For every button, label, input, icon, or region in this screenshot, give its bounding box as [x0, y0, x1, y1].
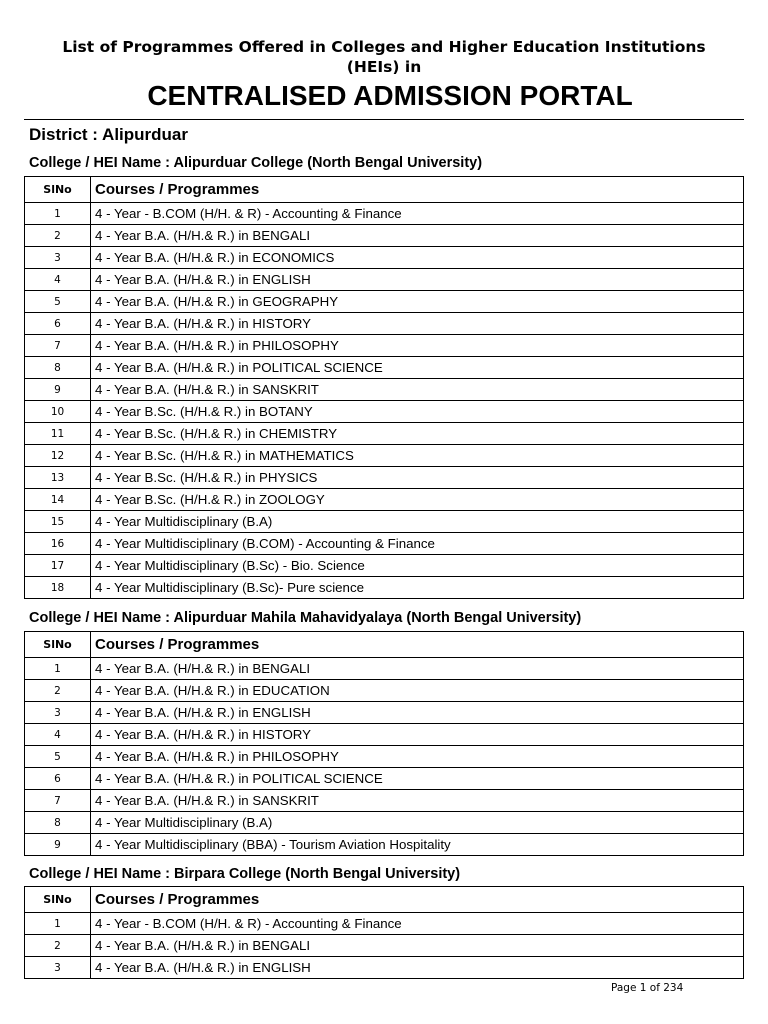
row-course: 4 - Year B.A. (H/H.& R.) in EDUCATION — [91, 680, 744, 702]
page-number: Page 1 of 234 — [611, 982, 684, 994]
table-row — [25, 291, 744, 313]
table-row — [25, 746, 744, 768]
row-slno: 9 — [25, 834, 91, 856]
row-slno: 6 — [25, 313, 91, 335]
courses-header: Courses / Programmes — [91, 632, 744, 658]
row-course: 4 - Year B.A. (H/H.& R.) in BENGALI — [91, 225, 744, 247]
college-name: College / HEI Name : Birpara College (North Bengal University) — [29, 866, 461, 882]
row-course: 4 - Year B.A. (H/H.& R.) in BENGALI — [91, 935, 744, 957]
row-slno: 15 — [25, 511, 91, 533]
row-course: 4 - Year B.Sc. (H/H.& R.) in ZOOLOGY — [91, 489, 744, 511]
row-slno: 4 — [25, 269, 91, 291]
row-slno: 2 — [25, 935, 91, 957]
slno-header: SlNo — [25, 632, 91, 658]
slno-header: SlNo — [25, 887, 91, 913]
heading-line-1: List of Programmes Offered in Colleges and Higher Education Institutions — [62, 38, 706, 56]
row-slno: 1 — [25, 658, 91, 680]
table-row — [25, 658, 744, 680]
table-row — [25, 511, 744, 533]
programme-table — [24, 176, 744, 599]
row-slno: 3 — [25, 247, 91, 269]
row-course: 4 - Year B.Sc. (H/H.& R.) in BOTANY — [91, 401, 744, 423]
row-course: 4 - Year B.A. (H/H.& R.) in PHILOSOPHY — [91, 335, 744, 357]
table-row — [25, 555, 744, 577]
row-course: 4 - Year Multidisciplinary (B.Sc) - Bio. Science — [91, 555, 744, 577]
row-slno: 8 — [25, 357, 91, 379]
title-divider — [24, 119, 744, 120]
table-row — [25, 445, 744, 467]
row-course: 4 - Year B.A. (H/H.& R.) in POLITICAL SCIENCE — [91, 768, 744, 790]
row-course: 4 - Year Multidisciplinary (B.COM) - Accounting & Finance — [91, 533, 744, 555]
row-slno: 1 — [25, 913, 91, 935]
row-course: 4 - Year B.A. (H/H.& R.) in HISTORY — [91, 724, 744, 746]
row-slno: 13 — [25, 467, 91, 489]
table-row — [25, 834, 744, 856]
row-slno: 6 — [25, 768, 91, 790]
table-row — [25, 768, 744, 790]
table-row — [25, 577, 744, 599]
table-row — [25, 313, 744, 335]
row-course: 4 - Year B.A. (H/H.& R.) in ECONOMICS — [91, 247, 744, 269]
table-row — [25, 335, 744, 357]
row-course: 4 - Year B.A. (H/H.& R.) in ENGLISH — [91, 702, 744, 724]
table-row — [25, 913, 744, 935]
row-course: 4 - Year B.Sc. (H/H.& R.) in PHYSICS — [91, 467, 744, 489]
row-course: 4 - Year B.Sc. (H/H.& R.) in MATHEMATICS — [91, 445, 744, 467]
row-slno: 7 — [25, 790, 91, 812]
programme-table — [24, 886, 744, 979]
row-slno: 2 — [25, 680, 91, 702]
programme-table — [24, 631, 744, 856]
table-row — [25, 724, 744, 746]
row-course: 4 - Year B.A. (H/H.& R.) in BENGALI — [91, 658, 744, 680]
row-slno: 3 — [25, 957, 91, 979]
row-slno: 7 — [25, 335, 91, 357]
row-course: 4 - Year B.A. (H/H.& R.) in SANSKRIT — [91, 379, 744, 401]
table-row — [25, 379, 744, 401]
row-course: 4 - Year Multidisciplinary (BBA) - Tourism Aviation Hospitality — [91, 834, 744, 856]
table-row — [25, 812, 744, 834]
row-course: 4 - Year Multidisciplinary (B.A) — [91, 812, 744, 834]
table-row — [25, 247, 744, 269]
portal-title: CENTRALISED ADMISSION PORTAL — [147, 80, 633, 111]
row-slno: 9 — [25, 379, 91, 401]
table-row — [25, 225, 744, 247]
row-slno: 5 — [25, 291, 91, 313]
table-header-row — [25, 632, 744, 658]
row-slno: 12 — [25, 445, 91, 467]
courses-header: Courses / Programmes — [91, 177, 744, 203]
row-course: 4 - Year Multidisciplinary (B.Sc)- Pure science — [91, 577, 744, 599]
table-header-row — [25, 177, 744, 203]
table-row — [25, 269, 744, 291]
row-slno: 10 — [25, 401, 91, 423]
row-course: 4 - Year Multidisciplinary (B.A) — [91, 511, 744, 533]
row-slno: 14 — [25, 489, 91, 511]
row-slno: 18 — [25, 577, 91, 599]
table-row — [25, 489, 744, 511]
row-slno: 8 — [25, 812, 91, 834]
table-header-row — [25, 887, 744, 913]
table-row — [25, 790, 744, 812]
row-course: 4 - Year B.A. (H/H.& R.) in SANSKRIT — [91, 790, 744, 812]
row-course: 4 - Year B.A. (H/H.& R.) in PHILOSOPHY — [91, 746, 744, 768]
row-course: 4 - Year - B.COM (H/H. & R) - Accounting & Finance — [91, 203, 744, 225]
table-row — [25, 957, 744, 979]
row-course: 4 - Year B.A. (H/H.& R.) in ENGLISH — [91, 269, 744, 291]
table-row — [25, 702, 744, 724]
row-slno: 17 — [25, 555, 91, 577]
table-row — [25, 203, 744, 225]
courses-header: Courses / Programmes — [91, 887, 744, 913]
table-row — [25, 533, 744, 555]
table-row — [25, 680, 744, 702]
row-course: 4 - Year B.Sc. (H/H.& R.) in CHEMISTRY — [91, 423, 744, 445]
college-name: College / HEI Name : Alipurduar College (North Bengal University) — [29, 155, 483, 171]
row-slno: 16 — [25, 533, 91, 555]
row-course: 4 - Year B.A. (H/H.& R.) in POLITICAL SCIENCE — [91, 357, 744, 379]
table-row — [25, 401, 744, 423]
college-name: College / HEI Name : Alipurduar Mahila Mahavidyalaya (North Bengal University) — [29, 610, 582, 626]
table-row — [25, 423, 744, 445]
row-slno: 1 — [25, 203, 91, 225]
district-label: District : Alipurduar — [29, 125, 188, 144]
row-slno: 2 — [25, 225, 91, 247]
document-heading — [0, 37, 768, 77]
row-slno: 11 — [25, 423, 91, 445]
row-course: 4 - Year B.A. (H/H.& R.) in ENGLISH — [91, 957, 744, 979]
table-row — [25, 935, 744, 957]
row-slno: 3 — [25, 702, 91, 724]
slno-header: SlNo — [25, 177, 91, 203]
row-course: 4 - Year - B.COM (H/H. & R) - Accounting & Finance — [91, 913, 744, 935]
table-row — [25, 357, 744, 379]
row-slno: 5 — [25, 746, 91, 768]
table-row — [25, 467, 744, 489]
heading-line-2: (HEIs) in — [346, 58, 422, 76]
row-course: 4 - Year B.A. (H/H.& R.) in HISTORY — [91, 313, 744, 335]
row-slno: 4 — [25, 724, 91, 746]
row-course: 4 - Year B.A. (H/H.& R.) in GEOGRAPHY — [91, 291, 744, 313]
